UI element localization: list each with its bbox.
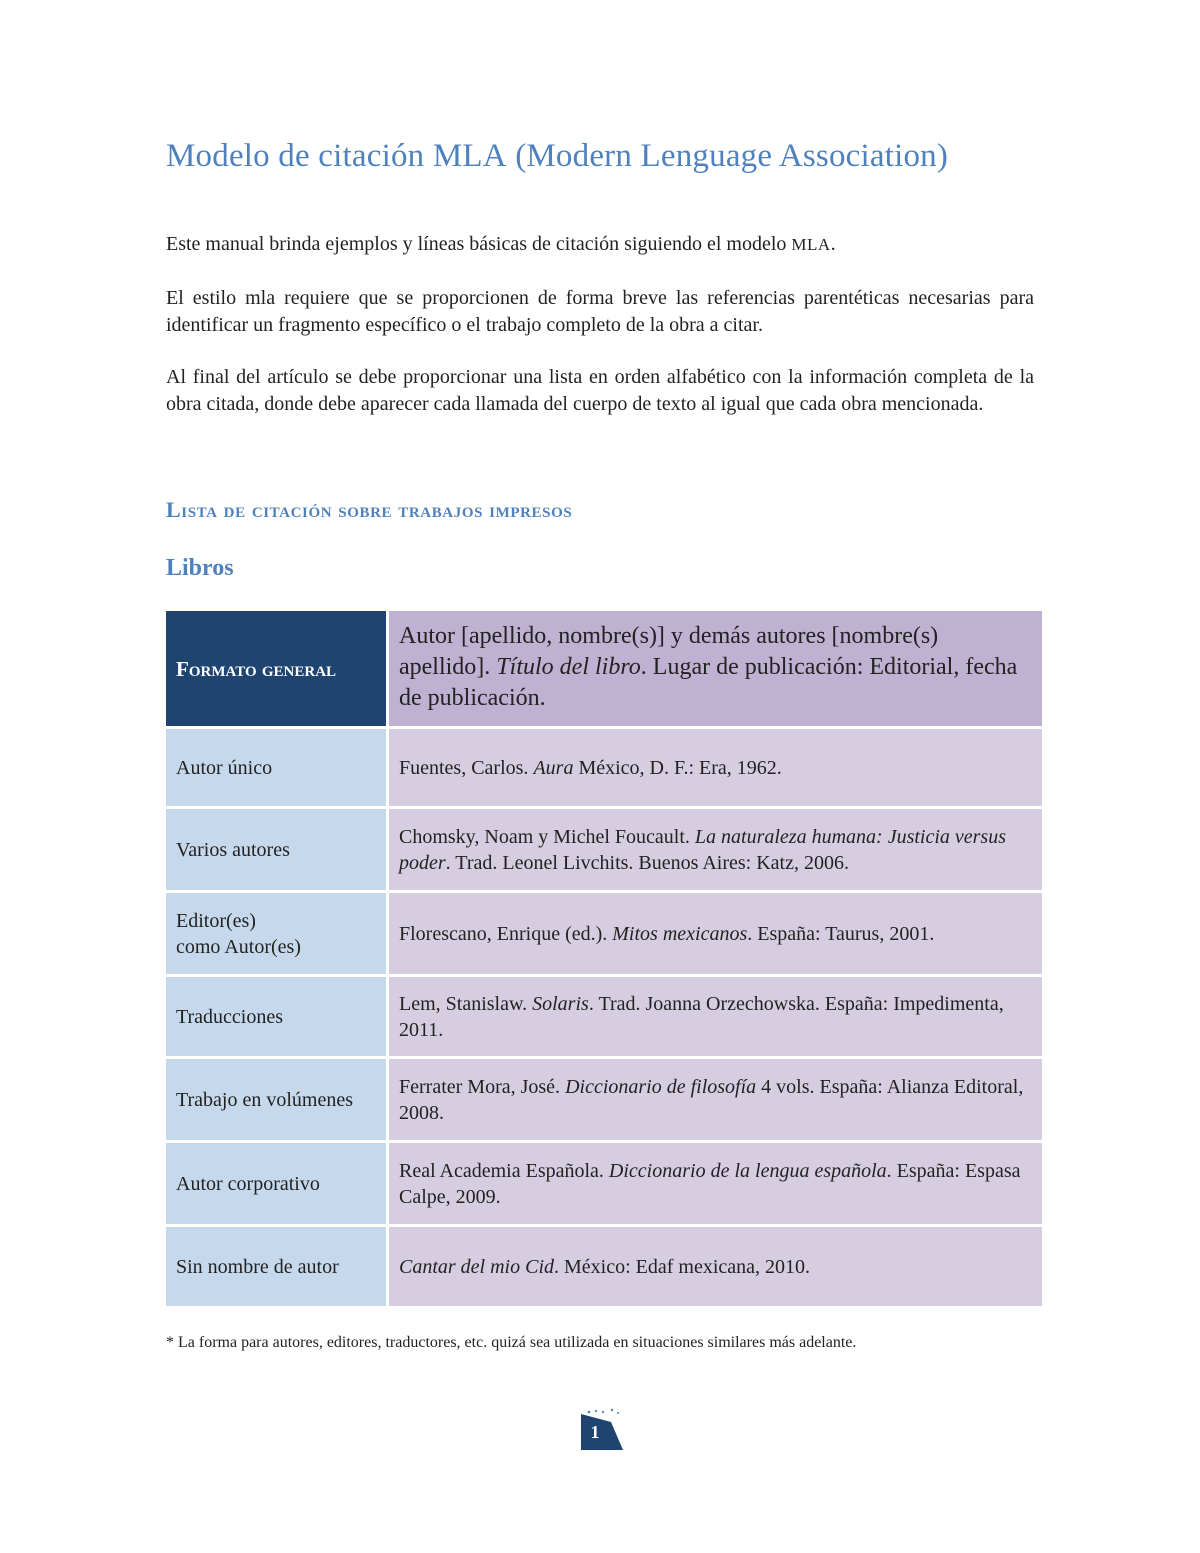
intro-paragraph-3: Al final del artículo se debe proporcionar una lista en orden alfabético con la información completa de la obra citada, donde debe aparecer cada llamada del cuerpo de texto al igual que cada obra mencionada. [166, 366, 1034, 415]
intro-p1-abbr: MLA [791, 235, 831, 254]
example-pre: Ferrater Mora, José. [399, 1075, 566, 1098]
row-label: Sin nombre de autor [166, 1227, 389, 1309]
table-header-row [166, 611, 1042, 729]
table-row [166, 1143, 1042, 1227]
example-pre: Chomsky, Noam y Michel Foucault. [399, 825, 695, 848]
section-heading: Lista de citación sobre trabajos impresos [166, 497, 573, 522]
format-text-italic: Título del libro [496, 654, 641, 680]
header-label-cell: Formato general [166, 611, 389, 729]
example-pre: Florescano, Enrique (ed.). [399, 922, 613, 945]
row-label-line-2: como Autor(es) [176, 935, 301, 958]
row-example [389, 1227, 1042, 1309]
row-label: Varios autores [166, 809, 389, 893]
row-example [389, 893, 1042, 977]
page-title [166, 138, 948, 175]
citation-table [166, 611, 1042, 1309]
table-row [166, 977, 1042, 1059]
page-number-badge [581, 1408, 623, 1450]
page-number: 1 [590, 1422, 600, 1442]
row-example [389, 1059, 1042, 1143]
example-post: . Trad. Joanna Orzechowska. España: Impedimenta, 2011. [399, 992, 1004, 1041]
example-italic: Diccionario de filosofía [565, 1075, 757, 1098]
example-post: . España: Taurus, 2001. [747, 922, 935, 945]
row-label: Autor corporativo [166, 1143, 389, 1227]
example-italic: Diccionario de la lengua española [608, 1159, 887, 1182]
row-example [389, 977, 1042, 1059]
example-italic: Mitos mexicanos [612, 922, 748, 945]
table-row [166, 1059, 1042, 1143]
intro-p1-text: Este manual brinda ejemplos y líneas básicas de citación siguiendo el modelo [166, 233, 792, 255]
title-text-before: Modelo de citación [166, 138, 433, 174]
sub-heading-libros: Libros [166, 555, 234, 581]
row-example [389, 1143, 1042, 1227]
format-text-2: . Lugar de publicación: Editorial, fecha de publicación. [399, 654, 1018, 711]
example-post: . Trad. Leonel Livchits. Buenos Aires: Katz, 2006. [445, 851, 849, 874]
table-row [166, 1227, 1042, 1309]
row-example [389, 729, 1042, 809]
row-label: Trabajo en volúmenes [166, 1059, 389, 1143]
table-row [166, 893, 1042, 977]
example-post: México, D. F.: Era, 1962. [573, 756, 782, 779]
intro-paragraph-2: El estilo mla requiere que se proporcionen de forma breve las referencias parentéticas necesarias para identificar un fragmento específico o el trabajo completo de la obra a citar. [166, 287, 1034, 336]
example-italic: Aura [533, 756, 574, 779]
example-post: 4 vols. España: Alianza Editoral, 2008. [399, 1075, 1024, 1124]
format-text-1: Autor [apellido, nombre(s)] y demás autores [nombre(s) apellido]. [399, 623, 939, 680]
example-italic: Cantar del mio Cid [399, 1255, 555, 1278]
footnote: * La forma para autores, editores, traductores, etc. quizá sea utilizada en situaciones similares más adelante. [166, 1334, 857, 1351]
title-abbr: MLA [432, 138, 507, 174]
example-pre: Real Academia Española. [399, 1159, 609, 1182]
title-text-after: (Modern Lenguage Association) [506, 138, 949, 174]
table-row [166, 809, 1042, 893]
example-italic: La naturaleza humana: Justicia versus poder [399, 825, 1006, 874]
intro-p1-end: . [830, 233, 836, 255]
intro-paragraph-1 [166, 231, 1034, 258]
header-format-cell [389, 611, 1042, 729]
row-label-line-1: Editor(es) [176, 909, 256, 932]
row-label: Autor único [166, 729, 389, 809]
row-label [166, 893, 389, 977]
table-row [166, 729, 1042, 809]
row-label: Traducciones [166, 977, 389, 1059]
row-example [389, 809, 1042, 893]
example-post: . España: Espasa Calpe, 2009. [399, 1159, 1021, 1208]
example-italic: Solaris [532, 992, 589, 1015]
example-post: . México: Edaf mexicana, 2010. [554, 1255, 811, 1278]
example-pre: Lem, Stanislaw. [399, 992, 533, 1015]
example-pre: Fuentes, Carlos. [399, 756, 534, 779]
